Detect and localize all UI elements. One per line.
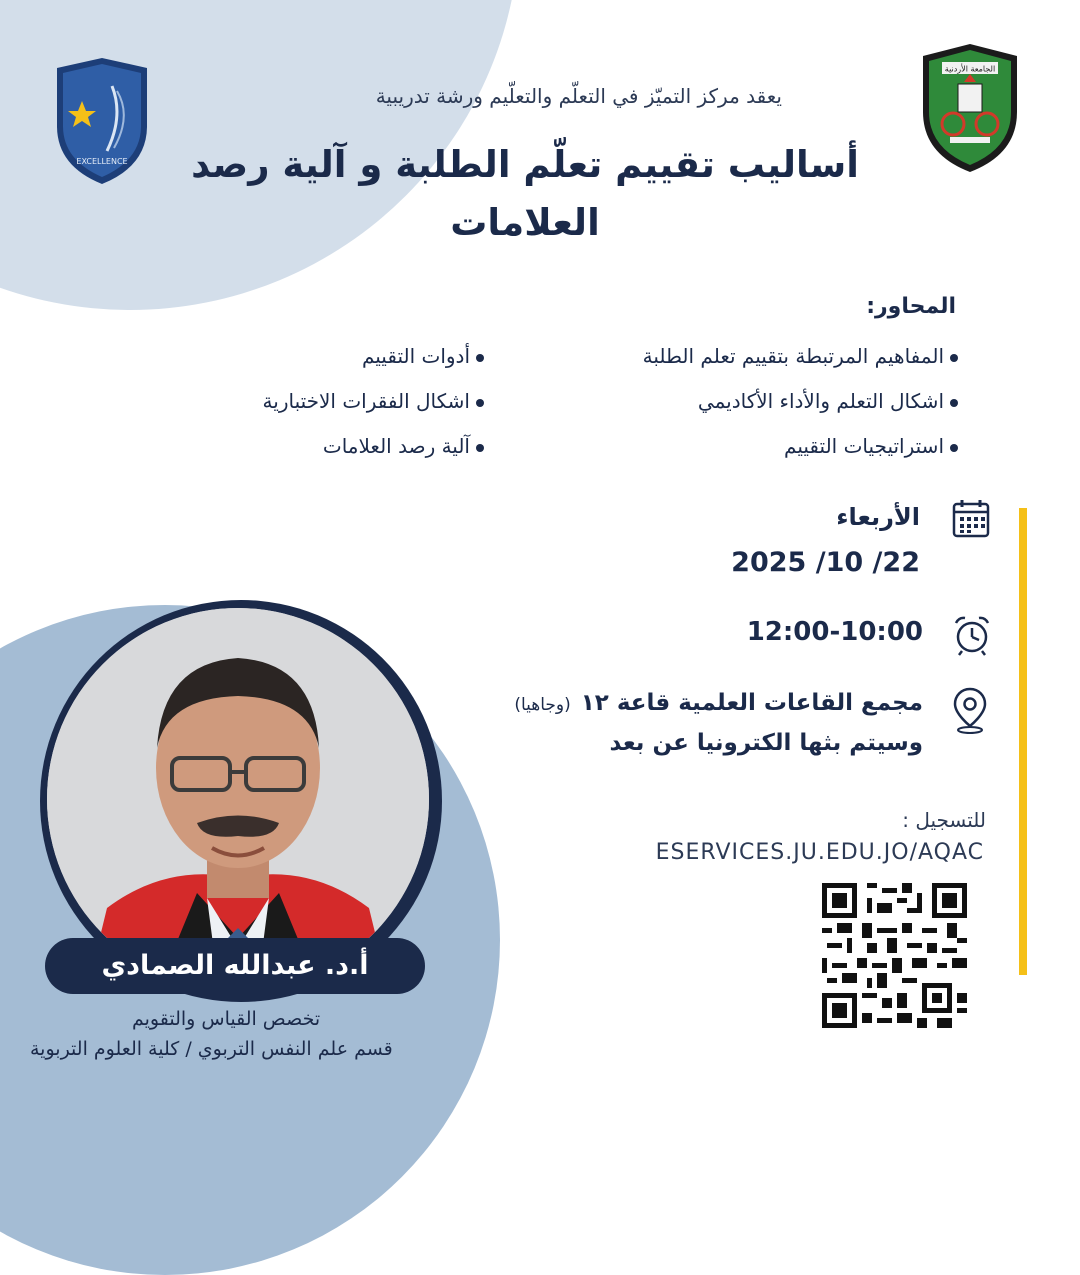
list-item: اشكال الفقرات الاختبارية <box>263 379 484 424</box>
event-broadcast-note: وسيتم بثها الكترونيا عن بعد <box>609 730 923 756</box>
bullet-icon <box>476 444 484 452</box>
venue-name: مجمع القاعات العلمية قاعة ١٢ <box>580 690 923 716</box>
venue-note: (وجاهيا) <box>514 695 571 715</box>
list-item: آلية رصد العلامات <box>263 424 484 469</box>
axes-list-right <box>643 334 958 469</box>
speaker-name: أ.د. عبدالله الصمادي <box>45 938 425 994</box>
bullet-icon <box>950 354 958 362</box>
excellence-logo-text: EXCELLENCE <box>76 157 128 166</box>
list-item: المفاهيم المرتبطة بتقييم تعلم الطلبة <box>643 334 958 379</box>
university-logo-text: الجامعة الأردنية <box>944 64 996 74</box>
bullet-icon <box>950 444 958 452</box>
event-venue <box>514 690 923 716</box>
speaker-portrait <box>47 608 429 990</box>
bullet-icon <box>476 354 484 362</box>
registration-qr-code[interactable] <box>822 883 967 1028</box>
calendar-icon <box>952 498 990 538</box>
bullet-icon <box>476 399 484 407</box>
intro-text: يعقد مركز التميّز في التعلّم والتعلّيم ورشة تدريبية <box>375 84 782 108</box>
bullet-icon <box>950 399 958 407</box>
list-item: اشكال التعلم والأداء الأكاديمي <box>643 379 958 424</box>
excellence-center-logo <box>52 56 152 186</box>
axes-heading: المحاور: <box>866 294 956 319</box>
list-item: أدوات التقييم <box>263 334 484 379</box>
event-day: الأربعاء <box>836 503 920 531</box>
location-pin-icon <box>950 686 990 734</box>
registration-label: للتسجيل : <box>902 808 986 832</box>
axes-list-left <box>263 334 484 469</box>
accent-bar <box>1019 508 1027 975</box>
list-item: استراتيجيات التقييم <box>643 424 958 469</box>
registration-url[interactable]: ESERVICES.JU.EDU.JO/AQAC <box>655 840 984 865</box>
speaker-specialty: تخصص القياس والتقويم <box>132 1008 321 1030</box>
speaker-photo <box>47 608 429 990</box>
alarm-clock-icon <box>952 614 992 656</box>
speaker-department: قسم علم النفس التربوي / كلية العلوم التربوية <box>30 1038 393 1060</box>
event-date: 2025 /10 /22 <box>731 547 920 578</box>
workshop-title: أساليب تقييم تعلّم الطلبة و آلية رصد العلامات <box>191 143 859 244</box>
university-logo <box>920 42 1020 174</box>
event-time: 12:00-10:00 <box>746 617 923 647</box>
